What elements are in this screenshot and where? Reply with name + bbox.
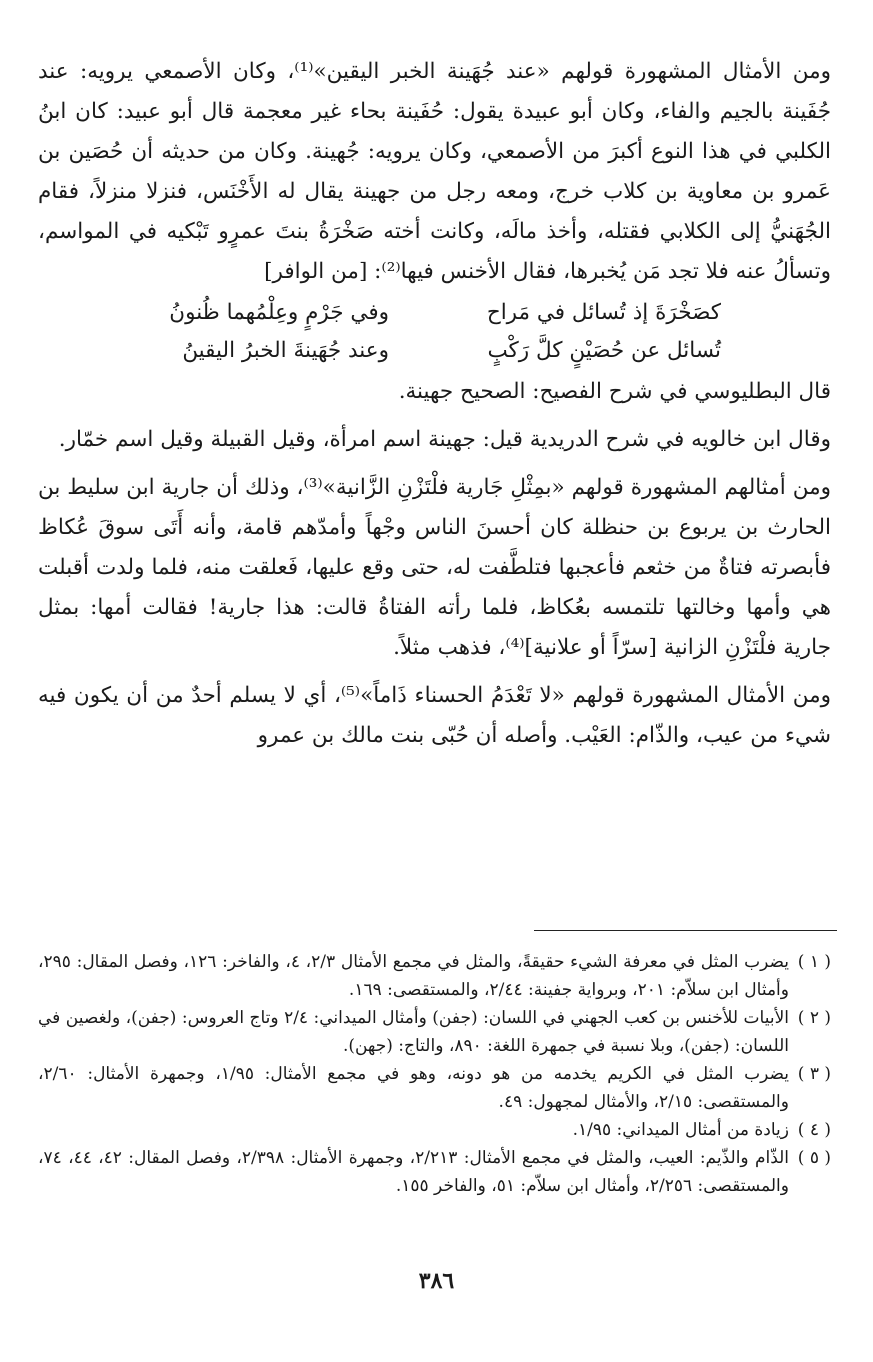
footnote-text: الأبيات للأخنس بن كعب الجهني في اللسان: (جفن) وأمثال الميداني: ٢/٤ وتاج العروس: (جفن)، ولغصين في اللسان: (جفن)، وبلا نسبة في جمهرة اللغة: ٨٩٠، والتاج: (جهن). bbox=[38, 1008, 789, 1056]
verse-1-second-hemistich: وفي جَرْمٍ وعِلْمُهما ظُنونُ bbox=[169, 300, 389, 325]
verse-2-second-hemistich: وعند جُهَينةَ الخبرُ اليقينُ bbox=[182, 338, 389, 363]
poem-verses bbox=[38, 294, 831, 370]
footnote-number: ( ٤ ) bbox=[797, 1120, 831, 1140]
footnote-text: الذّام والذّيم: العيب، والمثل في مجمع الأمثال: ٢/٢١٣، وجمهرة الأمثال: ٢/٣٩٨، وفصل المقال: ٤٢، ٤٤، ٧٤، والمستقصى: ٢/٢٥٦، وأمثال ابن سلاّم: ٥١، والفاخر ١٥٥. bbox=[38, 1148, 790, 1196]
footnote-number: ( ١ ) bbox=[797, 952, 831, 972]
main-text bbox=[38, 52, 831, 756]
footnotes bbox=[38, 948, 831, 1200]
footnote-text: يضرب المثل في معرفة الشيء حقيقةً، والمثل في مجمع الأمثال ٢/٣، ٤، والفاخر: ١٢٦، وفصل المقال: ٢٩٥، وأمثال ابن سلاّم: ٢٠١، وبرواية جفينة: ٢/٤٤، والمستقصى: ١٦٩. bbox=[38, 952, 789, 1000]
footnote-4 bbox=[38, 1116, 831, 1144]
paragraph-batalyawsi: قال البطليوسي في شرح الفصيح: الصحيح جهينة. bbox=[398, 379, 831, 404]
verse-2-first-hemistich: تُسائل عن حُصَيْنٍ كلَّ رَكْبٍ bbox=[487, 338, 721, 363]
footnote-number: ( ٢ ) bbox=[797, 1008, 831, 1028]
page-number: ٣٨٦ bbox=[418, 1268, 455, 1294]
footnote-number: ( ٣ ) bbox=[797, 1064, 831, 1084]
verse-line-2 bbox=[38, 332, 831, 370]
paragraph-juhayna-proverb: ومن الأمثال المشهورة قولهم «عند جُهَينة الخبر اليقين»⁽¹⁾، وكان الأصمعي يرويه: عند جُفَينة بالجيم والفاء، وكان أبو عبيدة يقول: حُفَينة بحاء غير معجمة قال أبو عبيد: كان ابنُ الكلبي في هذا النوع أكبرَ من الأصمعي، وكان يرويه: جُهينة. وكان من حديثه أن حُصَين بن عَمرو بن معاوية بن كلاب خرج، ومعه رجل من جهينة يقال له الأَخْنَس، فنزلا منزلاً، فقام الجُهَنيُّ إلى الكلابي فقتله، وأخذ مالَه، وكانت أخته صَخْرَةُ بنتَ عمرٍو تَبْكيه في المواسم، وتسألُ عنه فلا تجد مَن يُخبرها، فقال الأخنس فيها⁽²⁾: [من الوافر] bbox=[38, 59, 831, 284]
verse-line-1 bbox=[38, 294, 831, 332]
footnote-3 bbox=[38, 1060, 831, 1116]
paragraph-ibn-khalawayh: وقال ابن خالويه في شرح الدريدية قيل: جهينة اسم امرأة، وقيل القبيلة وقيل اسم خمّار. bbox=[58, 427, 831, 452]
footnote-text: زيادة من أمثال الميداني: ١/٩٥. bbox=[572, 1120, 789, 1140]
paragraph-jariya-proverb: ومن أمثالهم المشهورة قولهم «بمِثْلِ جَارية فلْتَزْنِ الزَّانية»⁽³⁾، وذلك أن جارية ابن سليط بن الحارث بن يربوع بن حنظلة كان أحسنَ الناس وجْهاً وأمدّهم قامة، وأنه أَتَى سوقَ عُكاظ فأبصرته فتاةٌ من خثعم فأعجبها فتلطَّفت له، حتى وقع عليها، فَعلقت منه، فلما ولدت أقبلت هي وأمها وخالتها تلتمسه بعُكاظ، فلما رأته الفتاةُ قالت: هذا جارية! فقالت أمها: بمثل جارية فلْتَزْنِ الزانية [سرّاً أو علانية]⁽⁴⁾، فذهب مثلاً. bbox=[38, 475, 831, 660]
verse-1-first-hemistich: كصَخْرَةَ إذ تُسائل في مَراح bbox=[486, 300, 721, 325]
footnote-2 bbox=[38, 1004, 831, 1060]
footnote-separator bbox=[534, 930, 837, 931]
footnote-text: يضرب المثل في الكريم يخدمه من هو دونه، وهو في مجمع الأمثال: ١/٩٥، وجمهرة الأمثال: ٢/٦٠، والمستقصى: ٢/١٥، والأمثال لمجهول: ٤٩. bbox=[38, 1064, 790, 1112]
footnote-1 bbox=[38, 948, 831, 1004]
footnote-5 bbox=[38, 1144, 831, 1200]
footnote-number: ( ٥ ) bbox=[797, 1148, 831, 1168]
paragraph-hasna-proverb: ومن الأمثال المشهورة قولهم «لا تَعْدَمُ الحسناء ذَاماً»⁽⁵⁾، أي لا يسلم أحدٌ من أن يكون فيه شيء من عيب، والذّام: العَيْب. وأصله أن حُبّى بنت مالك بن عمرو bbox=[38, 683, 831, 748]
